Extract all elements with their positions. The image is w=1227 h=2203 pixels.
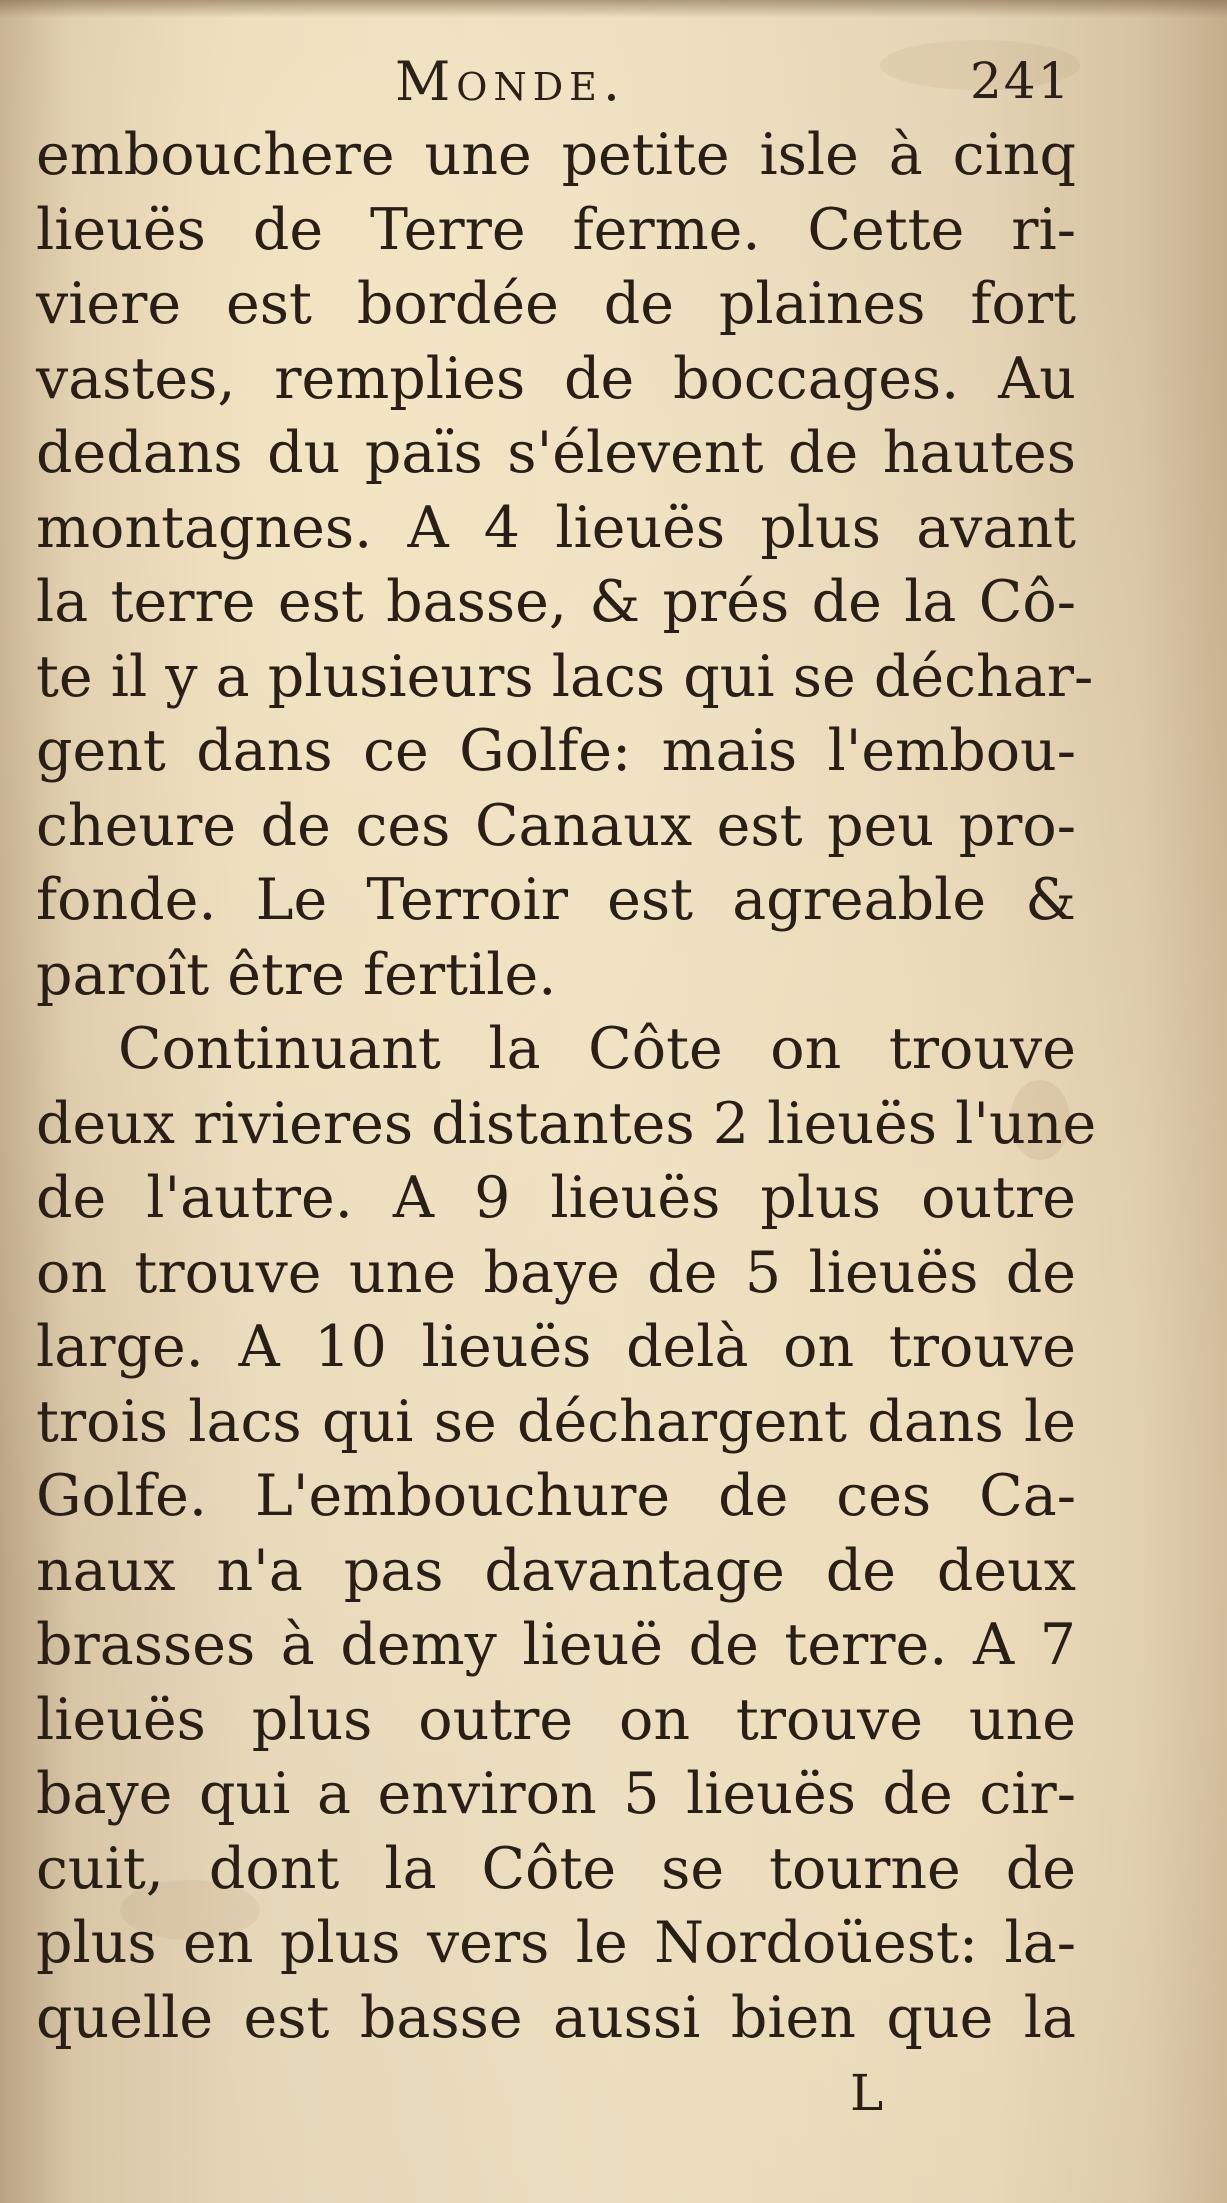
- running-head: [0, 40, 1227, 120]
- text-line: lieuës plus outre on trouve une: [36, 1686, 1076, 1753]
- text-line: deux rivieres distantes 2 lieuës l'une: [36, 1090, 1097, 1157]
- paragraph-1: [36, 118, 1094, 1012]
- text-line: Golfe. L'embouchure de ces Ca-: [36, 1463, 1076, 1529]
- text-line: Continuant la Côte on trouve: [118, 1016, 1076, 1082]
- signature-mark: L: [850, 2064, 884, 2122]
- text-line: lieuës de Terre ferme. Cette ri-: [36, 196, 1076, 263]
- running-title: Monde.: [395, 50, 627, 113]
- text-line: vastes, remplies de boccages. Au: [36, 345, 1076, 412]
- page-top-edge: [0, 0, 1227, 18]
- text-line: plus en plus vers le Nordoüest: la-: [36, 1910, 1076, 1976]
- page-number: 241: [970, 52, 1072, 110]
- text-line: montagnes. A 4 lieuës plus avant: [36, 494, 1076, 561]
- text-line: la terre est basse, & prés de la Cô-: [36, 569, 1076, 635]
- text-line: on trouve une baye de 5 lieuës de: [36, 1239, 1076, 1306]
- text-line: cuit, dont la Côte se tourne de: [36, 1835, 1076, 1902]
- text-line: viere est bordée de plaines fort: [36, 271, 1076, 337]
- text-line: naux n'a pas davantage de deux: [36, 1537, 1076, 1604]
- text-line: gent dans ce Golfe: mais l'embou-: [36, 718, 1076, 784]
- paragraph-2: [36, 1012, 1097, 2055]
- text-line: brasses à demy lieuë de terre. A 7: [36, 1612, 1076, 1678]
- text-line: te il y a plusieurs lacs qui se déchar-: [36, 643, 1094, 710]
- text-line: large. A 10 lieuës delà on trouve: [36, 1314, 1076, 1380]
- text-line: baye qui a environ 5 lieuës de cir-: [36, 1761, 1076, 1827]
- text-line: paroît être fertile.: [36, 941, 557, 1008]
- text-line: dedans du païs s'élevent de hautes: [36, 420, 1076, 486]
- text-line: quelle est basse aussi bien que la: [36, 1984, 1076, 2051]
- text-line: embouchere une petite isle à cinq: [36, 122, 1076, 188]
- text-line: cheure de ces Canaux est peu pro-: [36, 792, 1076, 859]
- text-line: de l'autre. A 9 lieuës plus outre: [36, 1165, 1076, 1231]
- text-line: fonde. Le Terroir est agreable &: [36, 867, 1076, 933]
- text-line: trois lacs qui se déchargent dans le: [36, 1388, 1076, 1455]
- body-text: [36, 118, 1097, 2055]
